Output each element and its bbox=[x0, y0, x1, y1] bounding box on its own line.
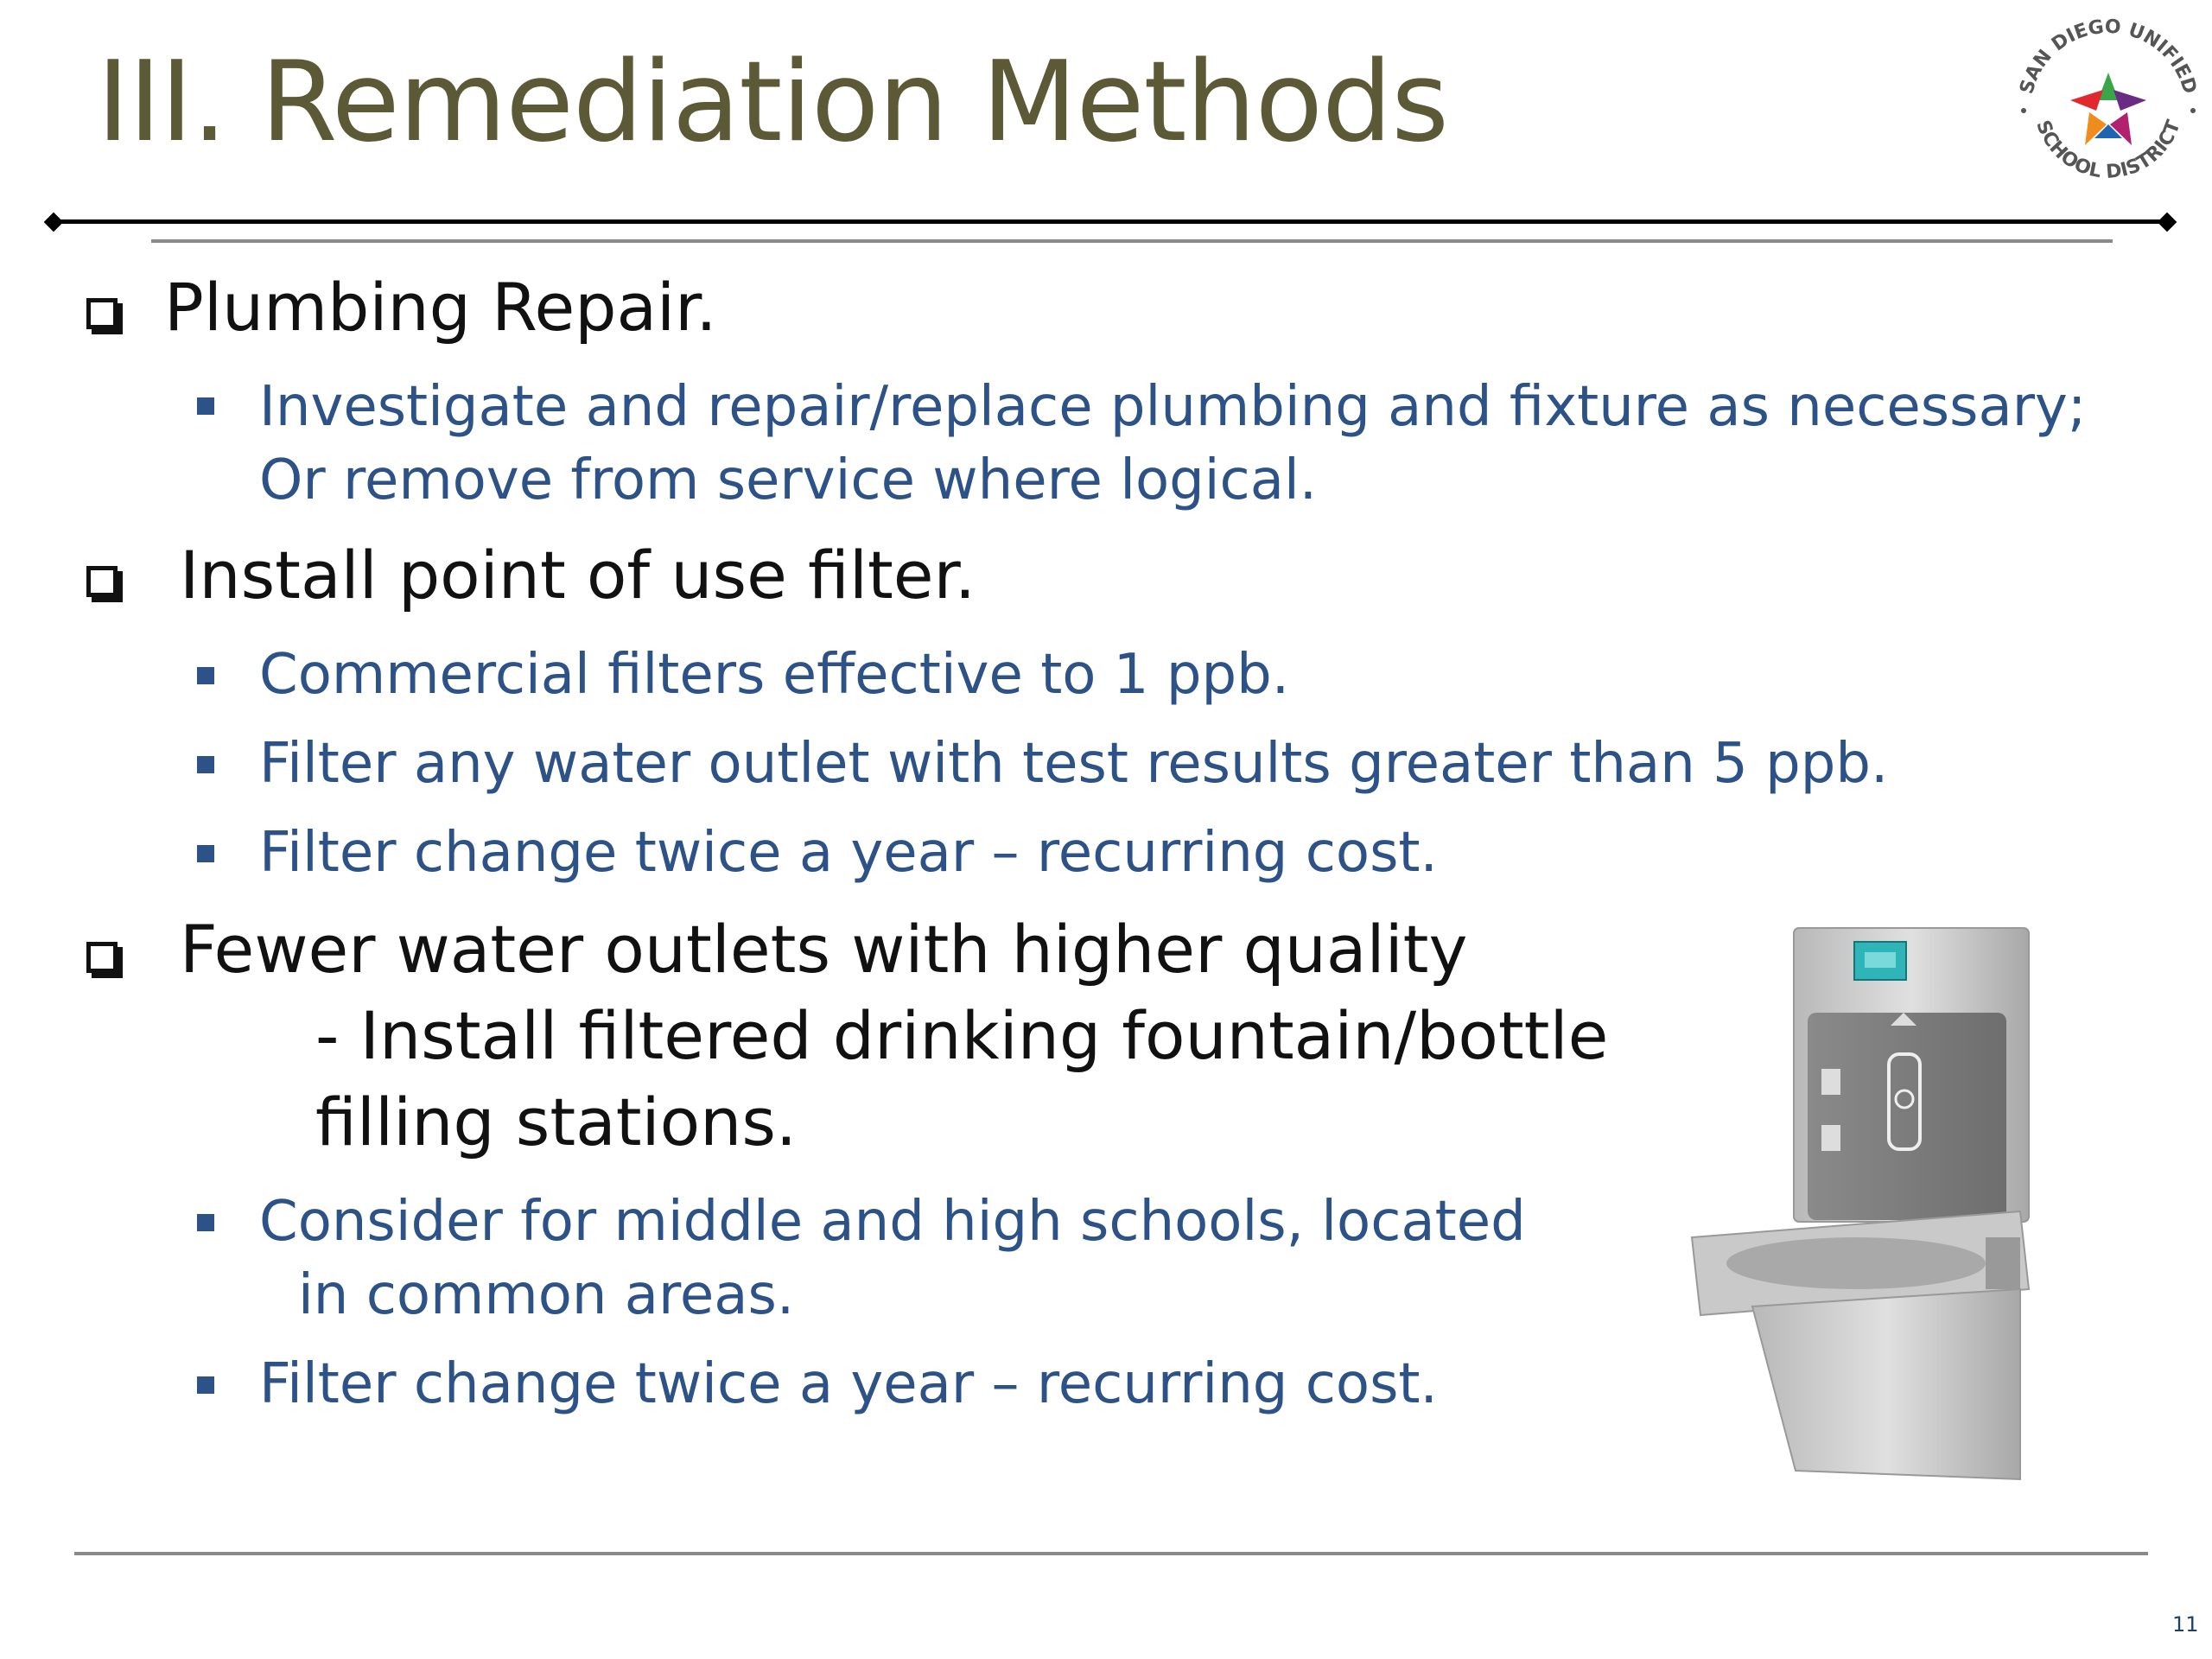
page-number: 11 bbox=[2172, 1612, 2199, 1637]
square-bullet-icon bbox=[197, 667, 214, 684]
square-bullet-icon bbox=[197, 1214, 214, 1231]
footer-divider bbox=[74, 1552, 2148, 1555]
bullet-text-continued: in common areas. bbox=[298, 1263, 795, 1327]
square-bullet-icon bbox=[197, 1376, 214, 1394]
slide-title: III. Remediation Methods bbox=[97, 38, 1448, 167]
bullet-text: Consider for middle and high schools, located bbox=[259, 1190, 1526, 1254]
bullet-text-continued: Or remove from service where logical. bbox=[259, 448, 1318, 512]
title-divider bbox=[54, 219, 2167, 224]
square-bullet-icon bbox=[197, 756, 214, 773]
section-heading-line2: - Install filtered drinking fountain/bottle bbox=[315, 997, 1609, 1074]
checkbox-bullet-icon bbox=[86, 298, 118, 329]
section-heading-line3: filling stations. bbox=[315, 1084, 798, 1160]
section-heading: Plumbing Repair. bbox=[164, 269, 717, 346]
bullet-text: Filter change twice a year – recurring cost. bbox=[259, 1352, 1438, 1416]
bullet-text: Investigate and repair/replace plumbing and fixture as necessary; bbox=[259, 375, 2087, 439]
divider-diamond-right bbox=[2158, 213, 2177, 232]
bullet-text: Commercial filters effective to 1 ppb. bbox=[259, 643, 1290, 707]
title-divider-secondary bbox=[151, 239, 2113, 243]
divider-diamond-left bbox=[44, 213, 64, 232]
bullet-text: Filter change twice a year – recurring cost. bbox=[259, 821, 1438, 885]
bottle-filling-station-image bbox=[1683, 926, 2037, 1497]
logo-ring-text-bottom: SCHOOL DISTRICT bbox=[2031, 117, 2185, 183]
logo-ring-text: SAN DIEGO UNIFIED bbox=[2016, 16, 2201, 97]
checkbox-bullet-icon bbox=[86, 566, 118, 597]
checkbox-bullet-icon bbox=[86, 942, 118, 973]
square-bullet-icon bbox=[197, 397, 214, 415]
square-bullet-icon bbox=[197, 845, 214, 862]
section-heading: Install point of use filter. bbox=[180, 537, 976, 613]
bullet-text: Filter any water outlet with test results greater than 5 ppb. bbox=[259, 732, 1889, 796]
san-diego-unified-logo bbox=[2005, 7, 2212, 207]
section-heading: Fewer water outlets with higher quality bbox=[180, 911, 1468, 988]
